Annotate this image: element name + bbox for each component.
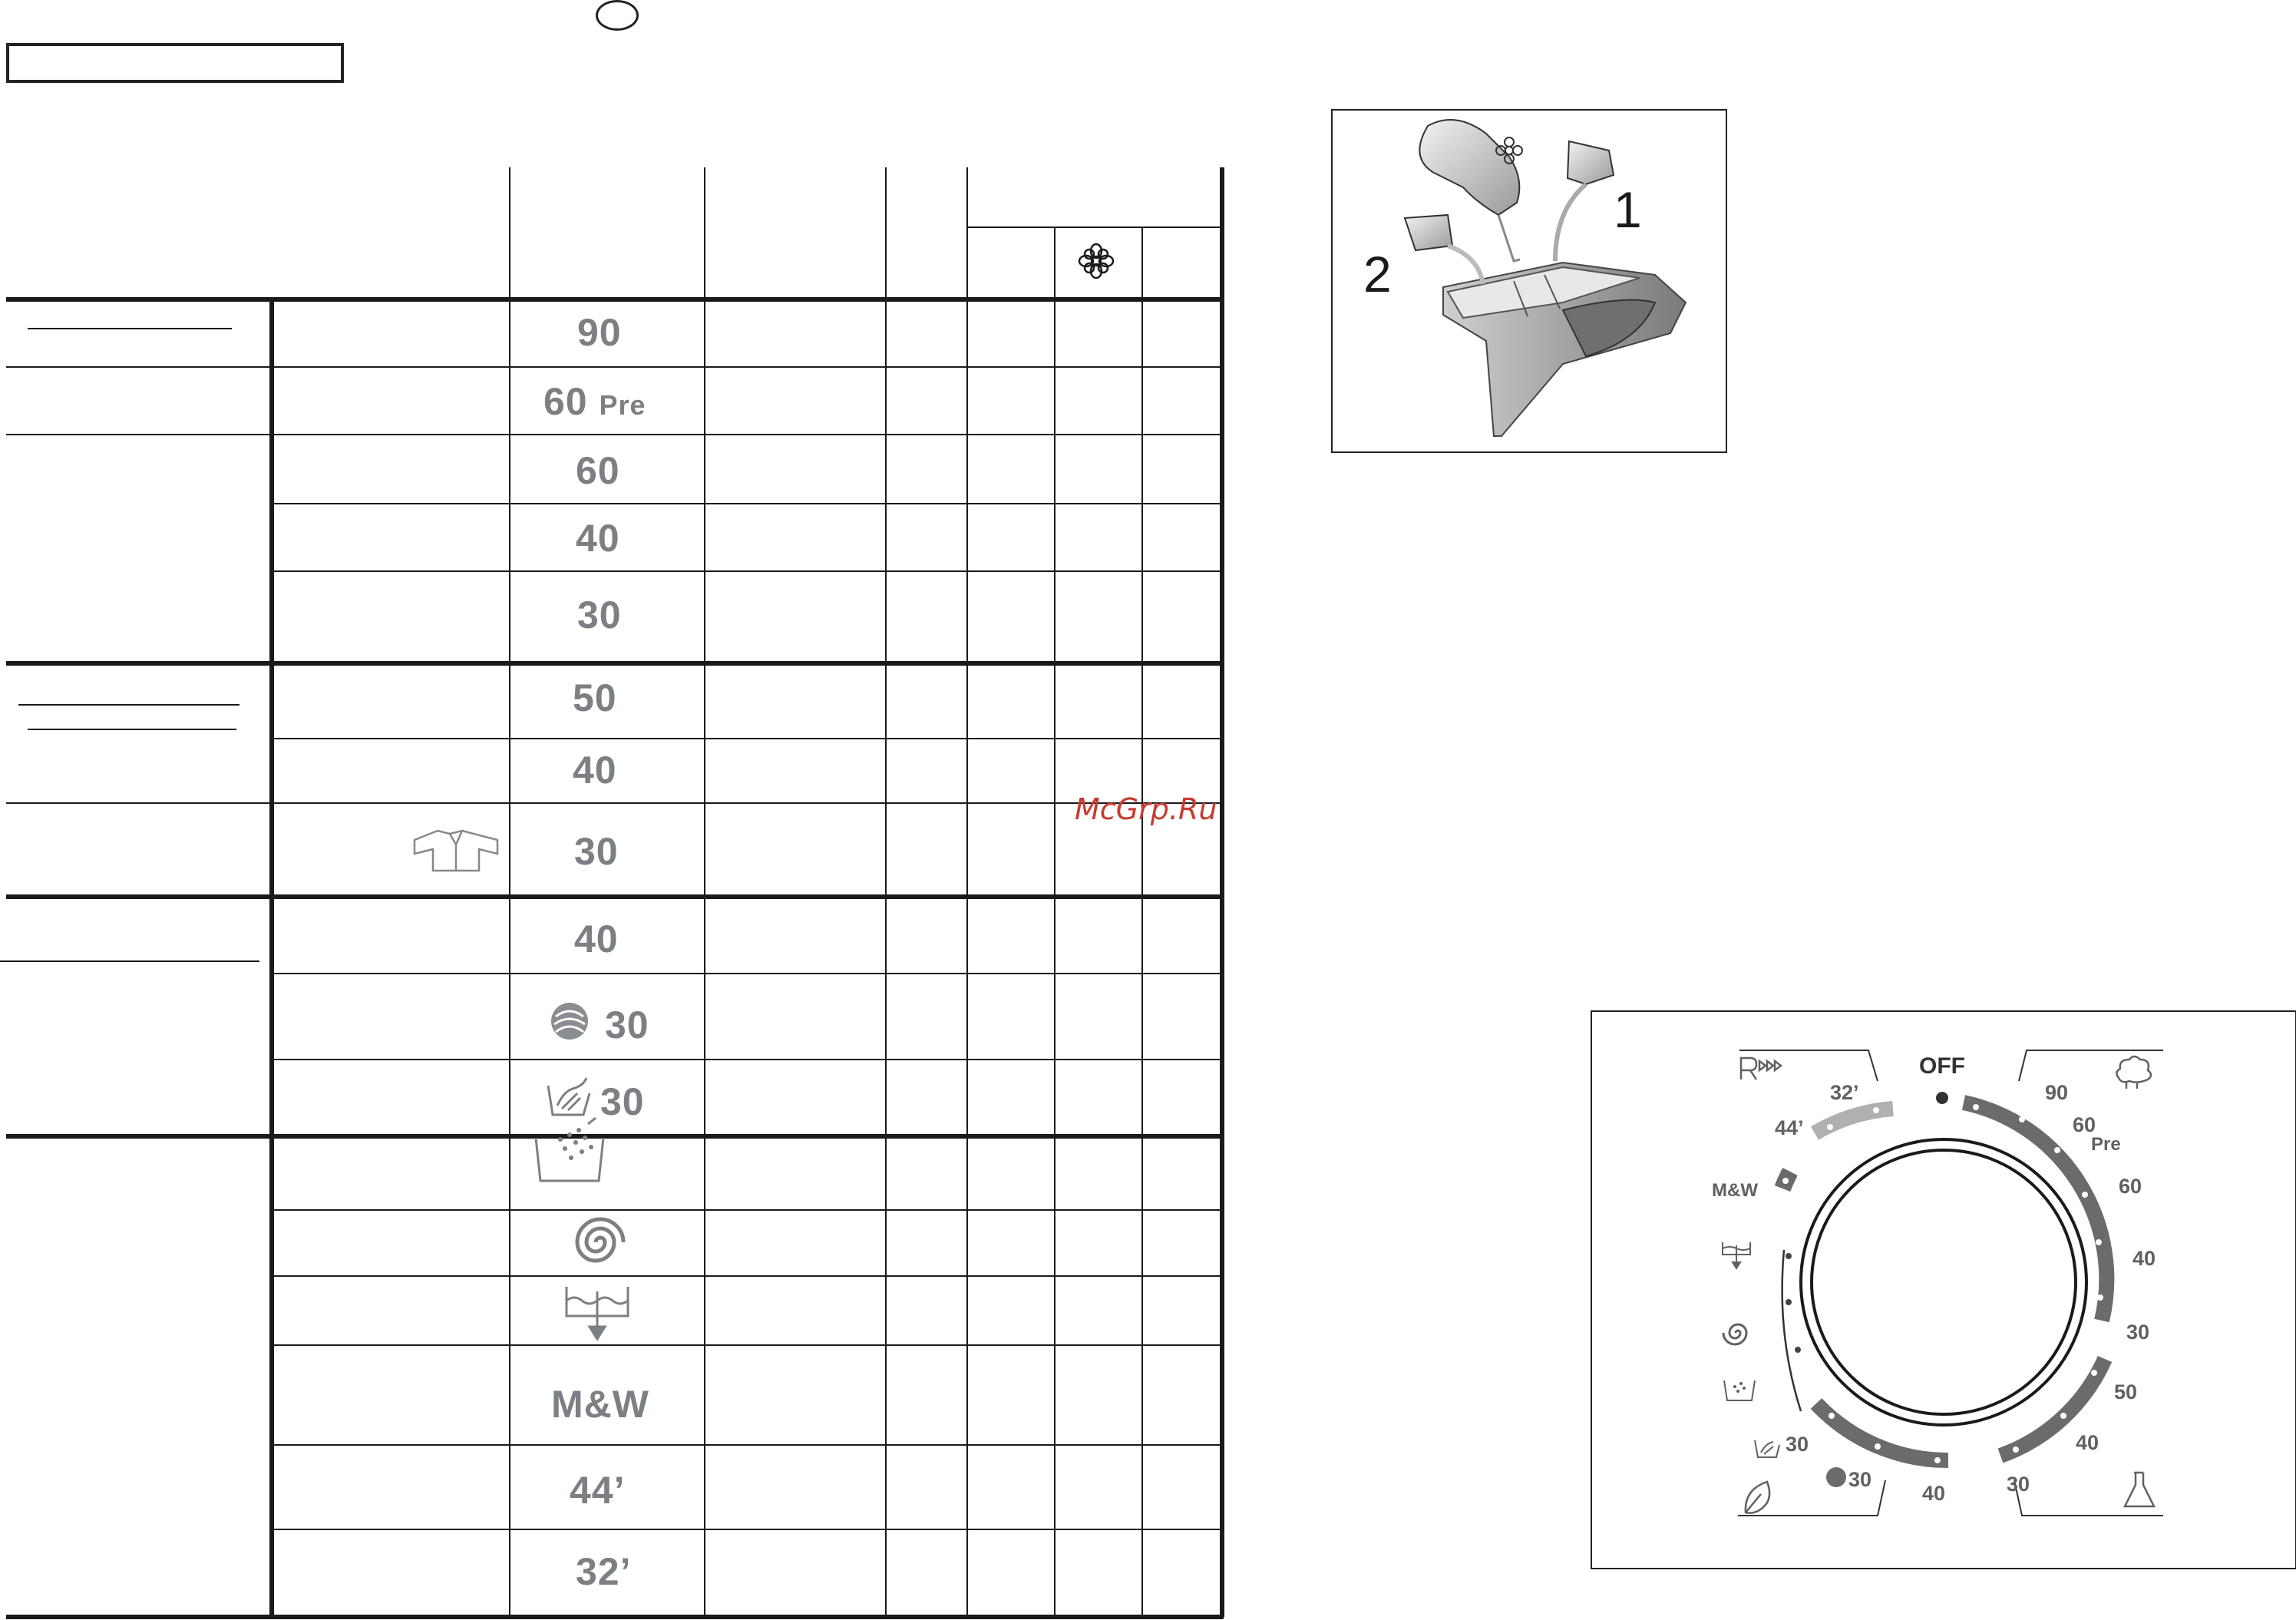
watermark: McGrp.Ru [1075, 792, 1217, 826]
row-label-60pre [543, 379, 646, 424]
row-label-30: 30 [577, 593, 622, 636]
programme-dial-figure [1591, 1010, 2296, 1569]
row-label-30-synthetic: 30 [574, 830, 619, 873]
row-label-40: 40 [576, 517, 620, 560]
hand-wash-icon [548, 1078, 590, 1115]
wool-icon [551, 1003, 588, 1040]
hand-wash-icon [1755, 1440, 1779, 1457]
detergent-drawer-figure [1331, 109, 1727, 453]
rinse-icon [536, 1118, 603, 1181]
compartment-label-2: 2 [1363, 246, 1392, 303]
leaf-icon [1746, 1482, 1769, 1513]
flower-icon [1079, 244, 1113, 278]
compartment-label-1: 1 [1614, 181, 1642, 238]
programme-dial [1592, 1012, 2295, 1568]
dial-label-30-hand: 30 [1786, 1433, 1809, 1456]
rapid-icon [1741, 1058, 1781, 1079]
drain-icon [1723, 1242, 1750, 1268]
row-label-50: 50 [573, 676, 617, 719]
rinse-icon [1724, 1380, 1755, 1400]
dial-label-44: 44’ [1775, 1116, 1804, 1139]
row-label-pre: Pre [599, 389, 646, 421]
dial-label-60b: 60 [2119, 1175, 2142, 1198]
row-label-90: 90 [577, 311, 622, 354]
dial-label-40-delicate: 40 [1922, 1482, 1946, 1505]
dial-off-label: OFF [1919, 1053, 1965, 1079]
dial-label-40: 40 [2132, 1247, 2156, 1270]
row-label-44: 44’ [570, 1469, 626, 1512]
detergent-drawer-illustration [1333, 111, 1726, 451]
row-label-32: 32’ [576, 1550, 632, 1593]
spin-icon [577, 1219, 623, 1261]
wool-icon [1826, 1467, 1846, 1487]
dial-label-90: 90 [2045, 1081, 2069, 1104]
dial-label-30-wool: 30 [1848, 1468, 1872, 1491]
drain-icon [567, 1287, 628, 1339]
row-label-40-delicate: 40 [574, 917, 619, 960]
dial-label-32: 32’ [1830, 1081, 1859, 1104]
row-label-60: 60 [576, 449, 620, 492]
off-indicator [1936, 1092, 1948, 1104]
row-label-40-synthetic: 40 [573, 749, 617, 792]
flask-icon [2125, 1473, 2154, 1506]
dial-label-40-synthetic: 40 [2076, 1431, 2099, 1454]
row-label-30-wool: 30 [605, 1003, 649, 1046]
spin-icon [1723, 1324, 1746, 1344]
dial-label-pre: Pre [2091, 1134, 2121, 1155]
dial-label-mw: M&W [1712, 1180, 1758, 1201]
dial-label-30: 30 [2126, 1321, 2150, 1344]
dial-label-30-synthetic: 30 [2007, 1473, 2030, 1496]
row-label-60pre-temp: 60 [543, 380, 588, 423]
shirt-icon [415, 831, 497, 871]
row-label-mw: M&W [551, 1383, 649, 1426]
row-label-30-hand: 30 [600, 1080, 645, 1123]
cotton-icon [2116, 1056, 2151, 1089]
dial-label-60: 60 [2073, 1113, 2096, 1136]
dial-label-50: 50 [2114, 1380, 2138, 1403]
